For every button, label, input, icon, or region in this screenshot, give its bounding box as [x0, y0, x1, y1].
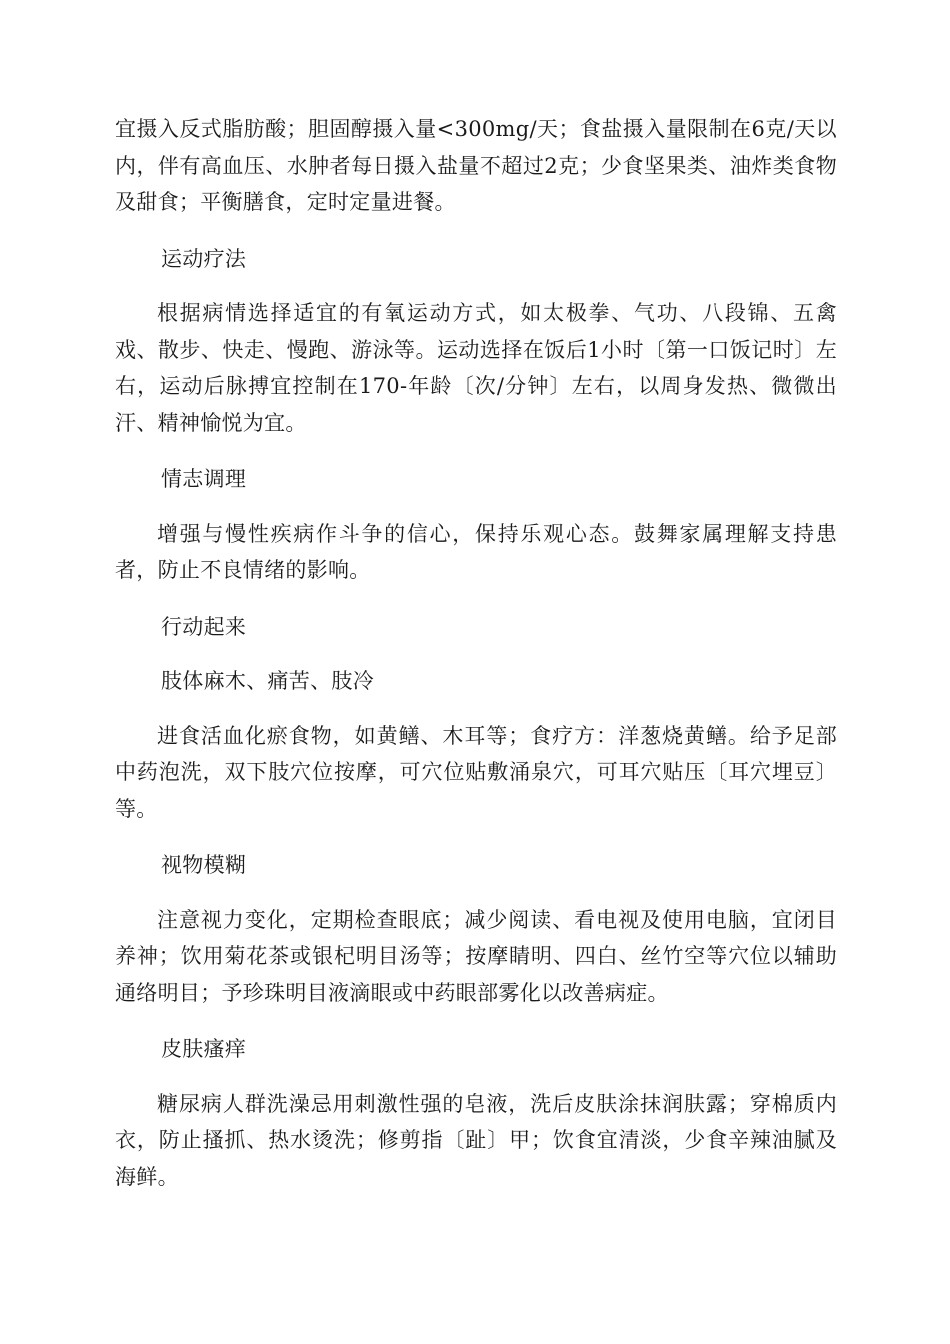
heading-blurred-vision: 视物模糊	[161, 853, 247, 877]
paragraph-blurred-vision: 注意视力变化，定期检查眼底；减少阅读、看电视及使用电脑，宜闭目养神；饮用菊花茶或银杞明目汤等；按摩睛明、四白、丝竹空等穴位以辅助通络明目；予珍珠明目液滴眼或中药眼部雾化以改善病症。	[115, 907, 837, 1005]
heading-limb-numbness: 肢体麻木、痛苦、肢冷	[161, 669, 374, 693]
heading-skin-itching: 皮肤瘙痒	[161, 1037, 247, 1061]
paragraph-skin-itching: 糖尿病人群洗澡忌用刺激性强的皂液，洗后皮肤涂抹润肤露；穿棉质内衣，防止搔抓、热水烫洗；修剪指〔趾〕甲；饮食宜清淡，少食辛辣油腻及海鲜。	[115, 1091, 837, 1189]
heading-take-action: 行动起来	[161, 614, 247, 639]
heading-exercise-therapy: 运动疗法	[161, 246, 247, 271]
continuation-paragraph: 宜摄入反式脂肪酸；胆固醇摄入量<300mg/天；食盐摄入量限制在6克/天以内，伴有高血压、水肿者每日摄入盐量不超过2克；少食坚果类、油炸类食物及甜食；平衡膳食，定时定量进餐。	[115, 117, 837, 214]
heading-emotion-regulation: 情志调理	[161, 467, 247, 491]
document-page	[115, 111, 837, 1195]
paragraph-emotion-regulation: 增强与慢性疾病作斗争的信心，保持乐观心态。鼓舞家属理解支持患者，防止不良情绪的影响。	[115, 521, 837, 582]
paragraph-exercise-therapy: 根据病情选择适宜的有氧运动方式，如太极拳、气功、八段锦、五禽戏、散步、快走、慢跑、游泳等。运动选择在饭后1小时〔第一口饭记时〕左右，运动后脉搏宜控制在170-年龄〔次/分钟〕左右，以周身发热、微微出汗、精神愉悦为宜。	[115, 301, 837, 435]
paragraph-limb-numbness: 进食活血化瘀食物，如黄鳝、木耳等；食疗方：洋葱烧黄鳝。给予足部中药泡洗，双下肢穴位按摩，可穴位贴敷涌泉穴，可耳穴贴压〔耳穴埋豆〕等。	[115, 723, 837, 821]
